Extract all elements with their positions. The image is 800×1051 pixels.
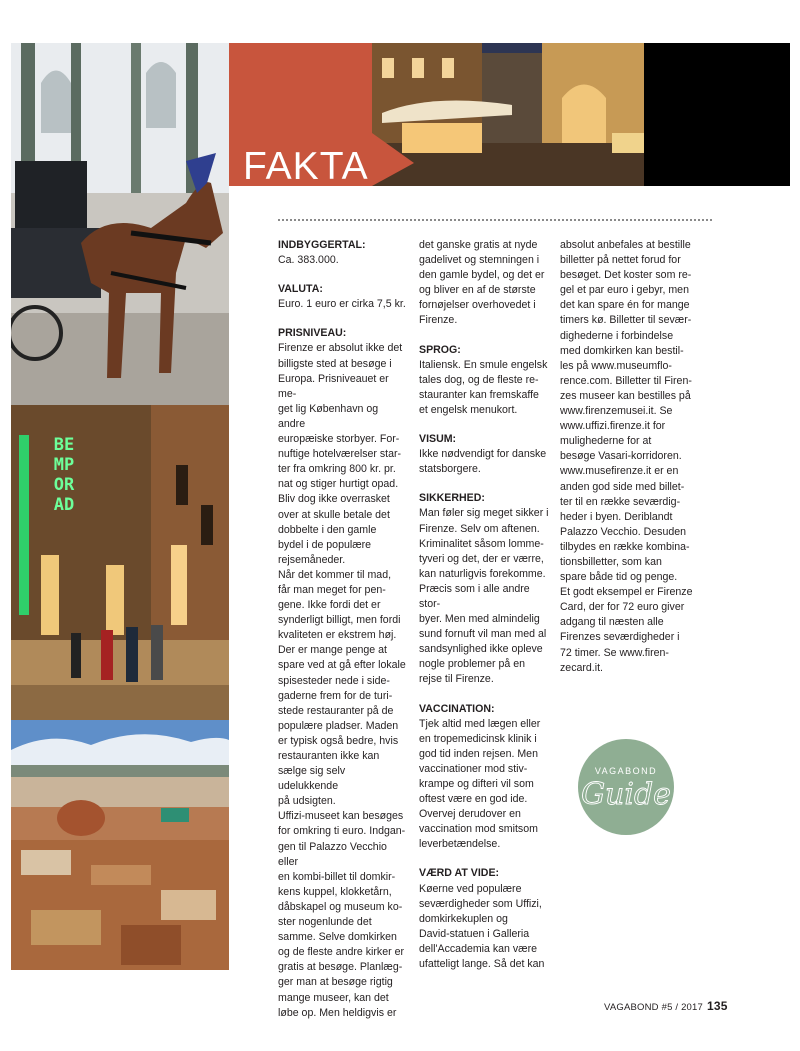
- text-line: Uffizi-museet kan besøges: [278, 810, 404, 823]
- text-line: får man meget for pen-: [278, 583, 386, 596]
- text-line: stauranter kan fremskaffe: [419, 388, 539, 401]
- text-line: nat og stiger hurtigt opad.: [278, 478, 399, 491]
- text-line: www.uffizi.firenze.it for: [560, 420, 666, 433]
- text-line: rence.com. Billetter til Firen-: [560, 374, 692, 387]
- black-panel: [644, 43, 790, 186]
- text-line: leverbetændelse.: [419, 838, 501, 851]
- text-line: sandsynlighed ikke opleve: [419, 643, 543, 656]
- text-line: det ganske gratis at nyde: [419, 239, 538, 251]
- paragraph-prisniveau: [278, 341, 408, 1020]
- text-line: billetter på nettet forud for: [560, 254, 681, 267]
- photo-horse-carriage: [11, 43, 229, 405]
- text-line: gaderne frem for de turi-: [278, 689, 393, 702]
- text-line: og de fleste andre kirker er: [278, 946, 405, 959]
- page-title: FAKTA: [243, 145, 369, 188]
- text-line: rejse til Firenze.: [419, 673, 494, 686]
- text-line: det kan spare én for mange: [560, 299, 690, 312]
- paragraph-vaerd-at-vide-continued: [560, 238, 694, 676]
- text-line: gel et par euro i gebyr, men: [560, 284, 689, 297]
- text-line: dighederne i forbindelse: [560, 329, 674, 342]
- heading-vaccination: VACCINATION:: [419, 702, 495, 715]
- text-line: Firenze er absolut ikke det: [278, 342, 403, 355]
- text-line: tionsbilletter, som kan: [560, 555, 662, 568]
- text-line: tales dog, og de fleste re-: [419, 373, 539, 386]
- text-column-3: [560, 238, 694, 676]
- text-line: restauranten ikke kan: [278, 750, 380, 762]
- text-line: besøge Vasari-korridoren.: [560, 450, 682, 463]
- text-line: for omkring ti euro. Indgan-: [278, 825, 406, 838]
- text-line: på udsigten.: [278, 795, 336, 808]
- paragraph-sprog: [419, 358, 549, 418]
- text-line: ger man at besøge rigtig: [278, 976, 393, 989]
- text-line: seværdigheder som Uffizi,: [419, 897, 542, 910]
- photo-florence-panorama: [11, 720, 229, 970]
- text-line: samme. Selve domkirken: [278, 931, 397, 944]
- paragraph-vaerd-at-vide: [419, 882, 549, 973]
- text-line: med domkirken kan bestil-: [560, 344, 684, 357]
- text-line: billigste sted at besøge i: [278, 357, 392, 370]
- text-line: vaccinationer mod stiv-: [419, 762, 528, 775]
- text-line: krampe og difteri vil som: [419, 778, 534, 790]
- text-line: god tid inden rejsen. Men: [419, 747, 538, 760]
- text-line: Card, der for 72 euro giver: [560, 601, 685, 614]
- text-line: statsborgere.: [419, 463, 481, 476]
- text-line: ter til en række seværdig-: [560, 495, 681, 508]
- text-line: kens kuppel, klokketårn,: [278, 885, 392, 898]
- text-line: spisesteder nede i side-: [278, 674, 390, 687]
- text-line: er typisk også bedre, hvis: [278, 734, 399, 747]
- text-line: ufatteligt lange. Så det kan: [419, 958, 545, 971]
- issue-label: VAGABOND #5 / 2017: [604, 1002, 703, 1013]
- text-line: 72 timer. Se www.firen-: [560, 646, 669, 659]
- heading-valuta: VALUTA:: [278, 283, 323, 296]
- text-line: Et godt eksempel er Firenze: [560, 586, 693, 599]
- text-line: Tjek altid med lægen eller: [419, 717, 541, 730]
- text-line: David-statuen i Galleria: [419, 927, 530, 940]
- text-line: Palazzo Vecchio. Desuden: [560, 525, 687, 538]
- text-line: zecard.it.: [560, 661, 603, 674]
- text-line: bydel i de populære: [278, 538, 372, 551]
- text-line: dåbskapel og museum ko-: [278, 900, 403, 913]
- heading-sikkerhed: SIKKERHED:: [419, 492, 485, 505]
- text-line: Når det kommer til mad,: [278, 568, 392, 581]
- text-line: dobbelte i den gamle: [278, 523, 377, 536]
- text-line: den gamle bydel, og det er: [419, 269, 545, 282]
- text-line: nuftige hotelværelser star-: [278, 448, 402, 461]
- text-line: populære pladser. Maden: [278, 719, 399, 732]
- text-line: www.musefirenze.it er en: [560, 465, 679, 478]
- text-line: Man føler sig meget sikker i: [419, 507, 549, 520]
- text-line: Firenze.: [419, 314, 458, 327]
- text-column-1: [278, 238, 408, 1021]
- text-line: gadelivet og stemningen i: [419, 254, 540, 267]
- paragraph-prisniveau-continued: [419, 238, 549, 329]
- text-line: absolut anbefales at bestille: [560, 239, 691, 251]
- text-line: over at skulle betale det: [278, 508, 390, 521]
- text-line: synderligt billigt, men fordi: [278, 614, 401, 627]
- text-line: et engelsk menukort.: [419, 403, 518, 416]
- text-line: nogle problemer på en: [419, 658, 526, 671]
- text-line: Køerne ved populære: [419, 882, 522, 895]
- text-line: europæiske storbyer. For-: [278, 433, 400, 446]
- paragraph-visum: [419, 447, 549, 477]
- text-line: Firenzes seværdigheder i: [560, 631, 680, 644]
- text-line: fornøjelser overhovedet i: [419, 299, 536, 312]
- text-line: og bliver en af de største: [419, 284, 536, 297]
- text-line: Europa. Prisniveauet er me-: [278, 372, 389, 400]
- text-line: timers kø. Billetter til sevær-: [560, 314, 692, 327]
- text-line: Firenze. Selv om aftenen.: [419, 522, 540, 535]
- heading-vaerd-at-vide: VÆRD AT VIDE:: [419, 867, 500, 880]
- header-arrow-shape: [372, 43, 432, 186]
- text-line: en tropemedicinsk klinik i: [419, 732, 537, 745]
- text-line: gene. Ikke fordi det er: [278, 599, 381, 612]
- text-line: les på www.museumflo-: [560, 359, 672, 372]
- text-line: en kombi-billet til domkir-: [278, 870, 396, 883]
- text-line: kvaliteten er ekstrem høj.: [278, 629, 397, 642]
- text-line: zes museer kan bestilles på: [560, 389, 691, 402]
- heading-sprog: SPROG:: [419, 343, 461, 356]
- text-line: gratis at besøge. Planlæg-: [278, 961, 403, 974]
- text-line: spare ved at gå efter lokale: [278, 659, 406, 672]
- text-line: Der er mange penge at: [278, 644, 387, 657]
- text-line: domkirkekuplen og: [419, 912, 508, 925]
- text-line: kan naturligvis forekomme.: [419, 567, 546, 580]
- text-line: ster nogenlunde det: [278, 916, 372, 929]
- text-line: mulighederne for at: [560, 435, 652, 448]
- text-line: www.firenzemusei.it. Se: [560, 405, 673, 418]
- text-line: løbe op. Men heldigvis er: [278, 1006, 397, 1019]
- text-line: rejsemåneder.: [278, 553, 346, 566]
- heading-visum: VISUM:: [419, 433, 457, 446]
- text-line: Ca. 383.000.: [278, 254, 339, 267]
- text-line: Præcis som i alle andre stor-: [419, 582, 530, 610]
- text-line: oftest være en god ide.: [419, 793, 528, 806]
- paragraph-vaccination: [419, 717, 549, 853]
- text-line: Bliv dog ikke overrasket: [278, 493, 390, 506]
- text-column-2: [419, 238, 549, 972]
- text-line: get lig København og andre: [278, 402, 379, 430]
- page-footer: [604, 999, 728, 1013]
- text-line: tyveri og det, der er værre,: [419, 552, 544, 565]
- text-line: Italiensk. En smule engelsk: [419, 358, 548, 371]
- vagabond-guide-badge-logo: [577, 738, 675, 836]
- text-line: adgang til næsten alle: [560, 616, 664, 629]
- heading-prisniveau: PRISNIVEAU:: [278, 327, 347, 340]
- page-number: 135: [707, 999, 728, 1013]
- text-line: stede restauranter på de: [278, 704, 394, 717]
- text-line: heder i byen. Deriblandt: [560, 510, 673, 523]
- text-line: sund fornuft vil man med al: [419, 628, 547, 641]
- neon-sign-text: BEMPORAD: [53, 435, 75, 515]
- text-line: gen til Palazzo Vecchio eller: [278, 840, 387, 868]
- heading-indbyggertal: INDBYGGERTAL:: [278, 239, 366, 251]
- text-line: dell'Accademia kan være: [419, 942, 538, 955]
- paragraph-sikkerhed: [419, 506, 549, 687]
- text-line: Euro. 1 euro er cirka 7,5 kr.: [278, 298, 406, 311]
- text-line: byer. Men med almindelig: [419, 613, 540, 626]
- text-line: vaccination mod smitsom: [419, 823, 538, 836]
- text-line: Ikke nødvendigt for danske: [419, 448, 547, 461]
- text-line: mange museer, kan det: [278, 991, 389, 1004]
- dotted-divider: [278, 219, 712, 221]
- svg-text:Guide: Guide: [581, 777, 671, 812]
- text-line: anden god side med billet-: [560, 480, 685, 493]
- text-line: tilbydes en række kombina-: [560, 540, 690, 553]
- svg-text:VAGABOND: VAGABOND: [594, 766, 658, 776]
- text-line: ter fra omkring 800 kr. pr.: [278, 463, 396, 476]
- text-line: besøget. Det koster som re-: [560, 269, 692, 282]
- text-line: Kriminalitet såsom lomme-: [419, 537, 544, 550]
- text-line: sælge sig selv udelukkende: [278, 765, 346, 793]
- text-line: Overvej derudover en: [419, 808, 521, 821]
- text-line: spare både tid og penge.: [560, 571, 678, 584]
- photo-evening-street: [11, 405, 229, 720]
